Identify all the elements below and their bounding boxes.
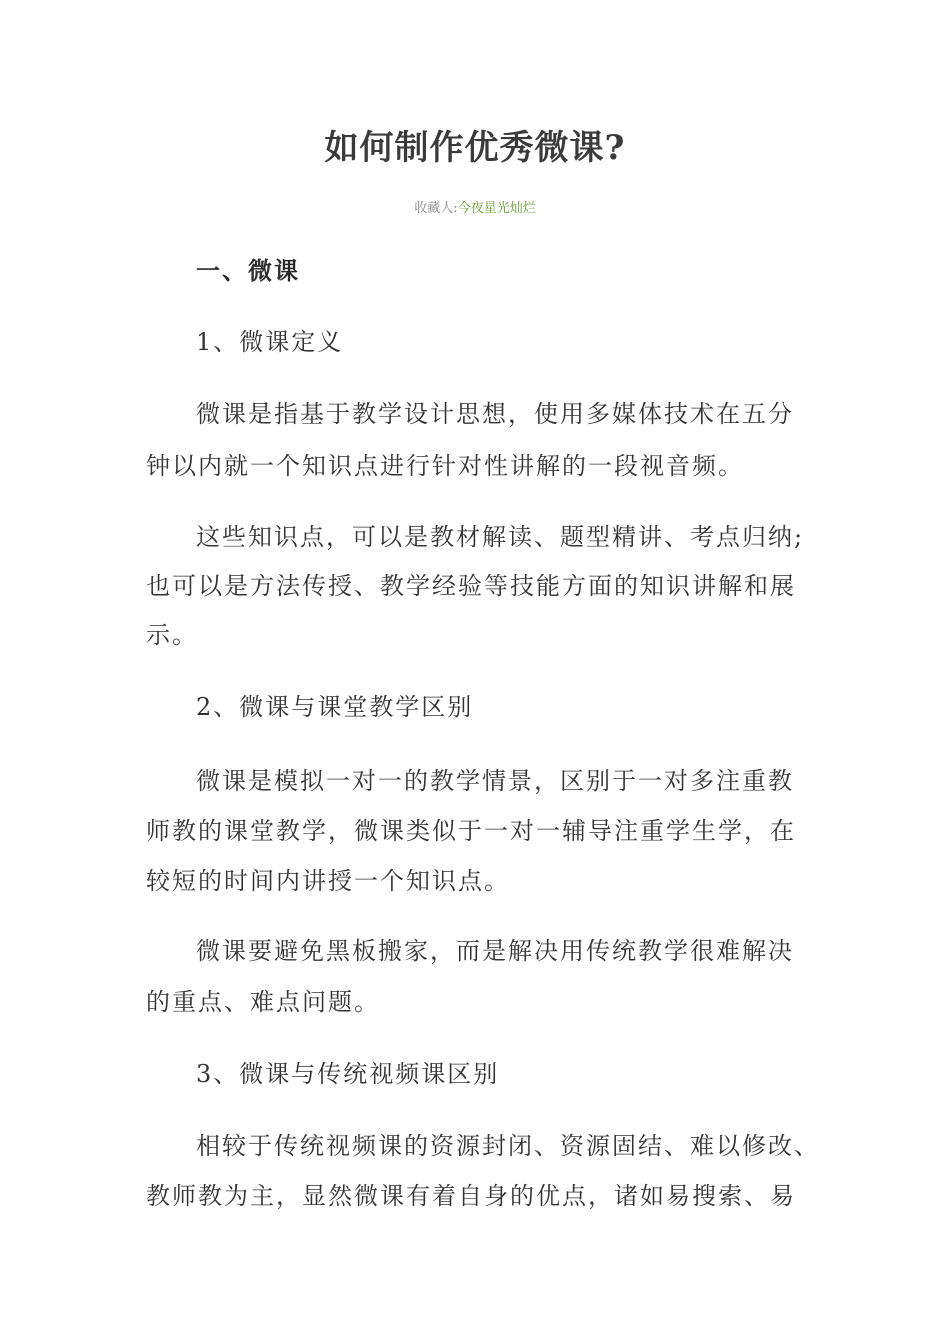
collector-meta [0,199,950,219]
paragraph-line: 的重点、难点问题。 [146,988,380,1016]
subsection-heading: 3、微课与传统视频课区别 [196,1060,500,1088]
document-title: 如何制作优秀微课? [324,128,626,168]
paragraph-line: 较短的时间内讲授一个知识点。 [146,867,510,895]
paragraph-line: 这些知识点，可以是教材解读、题型精讲、考点归纳; [196,523,805,551]
paragraph-line: 示。 [146,621,198,649]
subsection-heading: 1、微课定义 [196,328,344,356]
collector-label: 收藏人: [414,201,458,216]
section-heading: 一、微课 [196,257,300,285]
paragraph-line: 微课是模拟一对一的教学情景，区别于一对多注重教 [196,767,794,795]
subsection-heading: 2、微课与课堂教学区别 [196,693,474,721]
paragraph-line: 教师教为主，显然微课有着自身的优点，诸如易搜索、易 [146,1182,796,1210]
collector-name-link[interactable]: 今夜星光灿烂 [457,201,536,216]
paragraph-line: 微课是指基于教学设计思想，使用多媒体技术在五分 [196,400,794,428]
paragraph-line: 钟以内就一个知识点进行针对性讲解的一段视音频。 [146,452,744,480]
paragraph-line: 师教的课堂教学，微课类似于一对一辅导注重学生学，在 [146,817,796,845]
paragraph-line: 微课要避免黑板搬家，而是解决用传统教学很难解决 [196,937,794,965]
paragraph-line: 也可以是方法传授、教学经验等技能方面的知识讲解和展 [146,572,796,600]
paragraph-line: 相较于传统视频课的资源封闭、资源固结、难以修改、 [196,1132,820,1160]
